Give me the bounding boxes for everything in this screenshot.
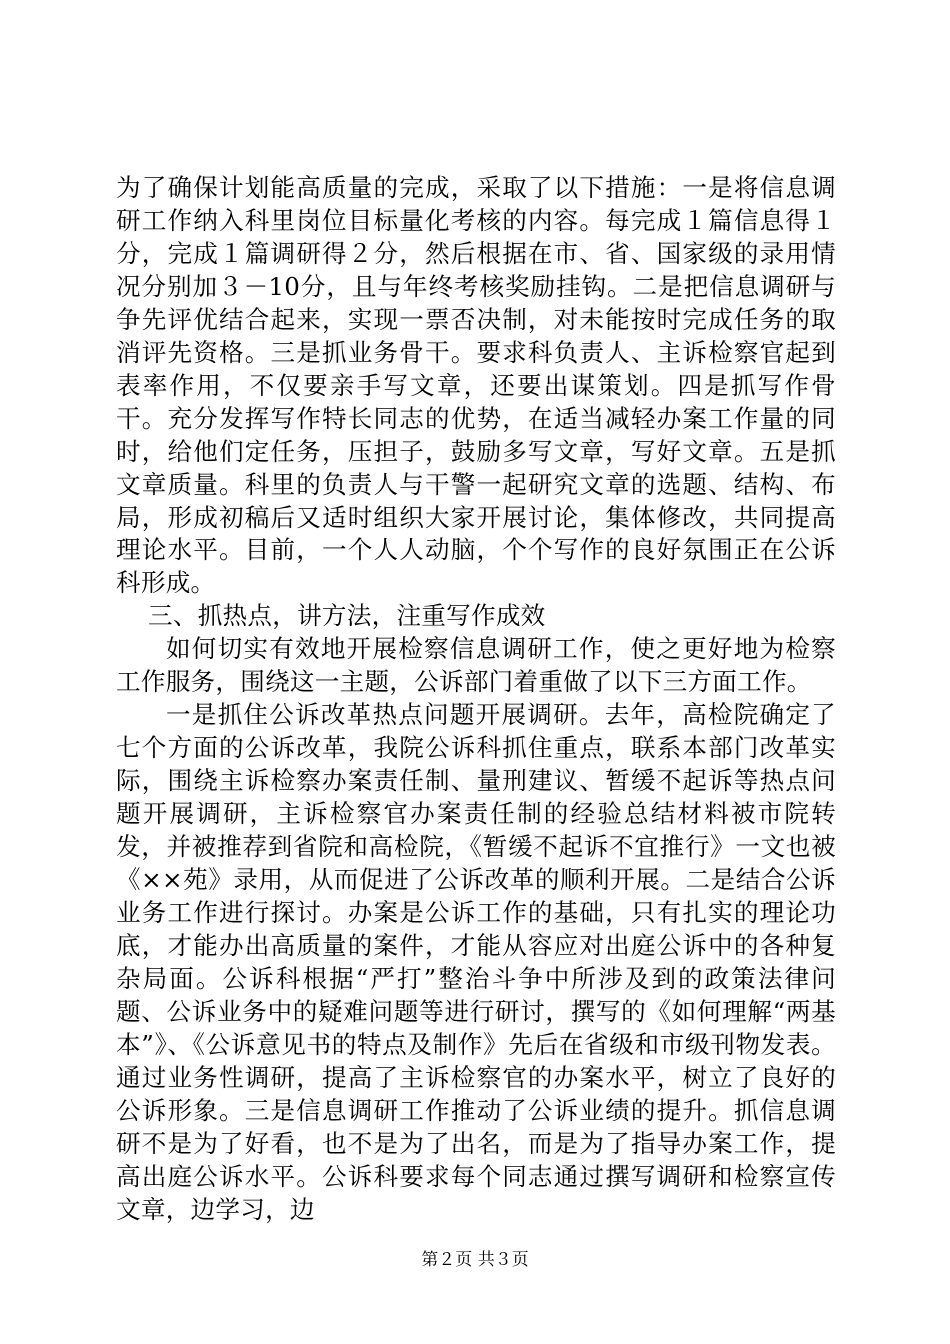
paragraph-hotspots: 一是抓住公诉改革热点问题开展调研。去年，高检院确定了七个方面的公诉改革，我院公诉科抓住重点，联系本部门改革实际，围绕主诉检察办案责任制、量刑建议、暂缓不起诉等热点问题开展调研，主诉检察官办案责任制的经验总结材料被市院转发，并被推荐到省院和高检院，《暂缓不起诉不宜推行》一文也被《××苑》录用，从而促进了公诉改革的顺利开展。二是结合公诉业务工作进行探讨。办案是公诉工作的基础，只有扎实的理论功底，才能办出高质量的案件，才能从容应对出庭公诉中的各种复杂局面。公诉科根据“严打”整治斗争中所涉及到的政策法律问题、公诉业务中的疑难问题等进行研讨，撰写的《如何理解“两基本”》、《公诉意见书的特点及制作》先后在省级和市级刊物发表。通过业务性调研，提高了主诉检察官的办案水平，树立了良好的公诉形象。三是信息调研工作推动了公诉业绩的提升。抓信息调研不是为了好看，也不是为了出名，而是为了指导办案工作，提高出庭公诉水平。公诉科要求每个同志通过撰写调研和检察宣传文章，边学习，边 xyxy=(116,700,836,1224)
paragraph-measures: 为了确保计划能高质量的完成，采取了以下措施：一是将信息调研工作纳入科里岗位目标量化考核的内容。每完成１篇信息得１分，完成１篇调研得２分，然后根据在市、省、国家级的录用情况分别加３－10分，且与年终考核奖励挂钩。二是把信息调研与争先评优结合起来，实现一票否决制，对未能按时完成任务的取消评先资格。三是抓业务骨干。要求科负责人、主诉检察官起到表率作用，不仅要亲手写文章，还要出谋策划。四是抓写作骨干。充分发挥写作特长同志的优势，在适当减轻办案工作量的同时，给他们定任务，压担子，鼓励多写文章，写好文章。五是抓文章质量。科里的负责人与干警一起研究文章的选题、结构、布局，形成初稿后又适时组织大家开展讨论，集体修改，共同提高理论水平。目前，一个人人动脑，个个写作的良好氛围正在公诉科形成。 xyxy=(116,173,836,598)
paragraph-intro: 如何切实有效地开展检察信息调研工作，使之更好地为检察工作服务，围绕这一主题，公诉部门着重做了以下三方面工作。 xyxy=(116,634,836,697)
document-body xyxy=(116,172,836,1227)
section-heading: 三、抓热点，讲方法，注重写作成效 xyxy=(148,601,546,631)
page-footer: 第２页 共３页 xyxy=(421,1250,529,1270)
